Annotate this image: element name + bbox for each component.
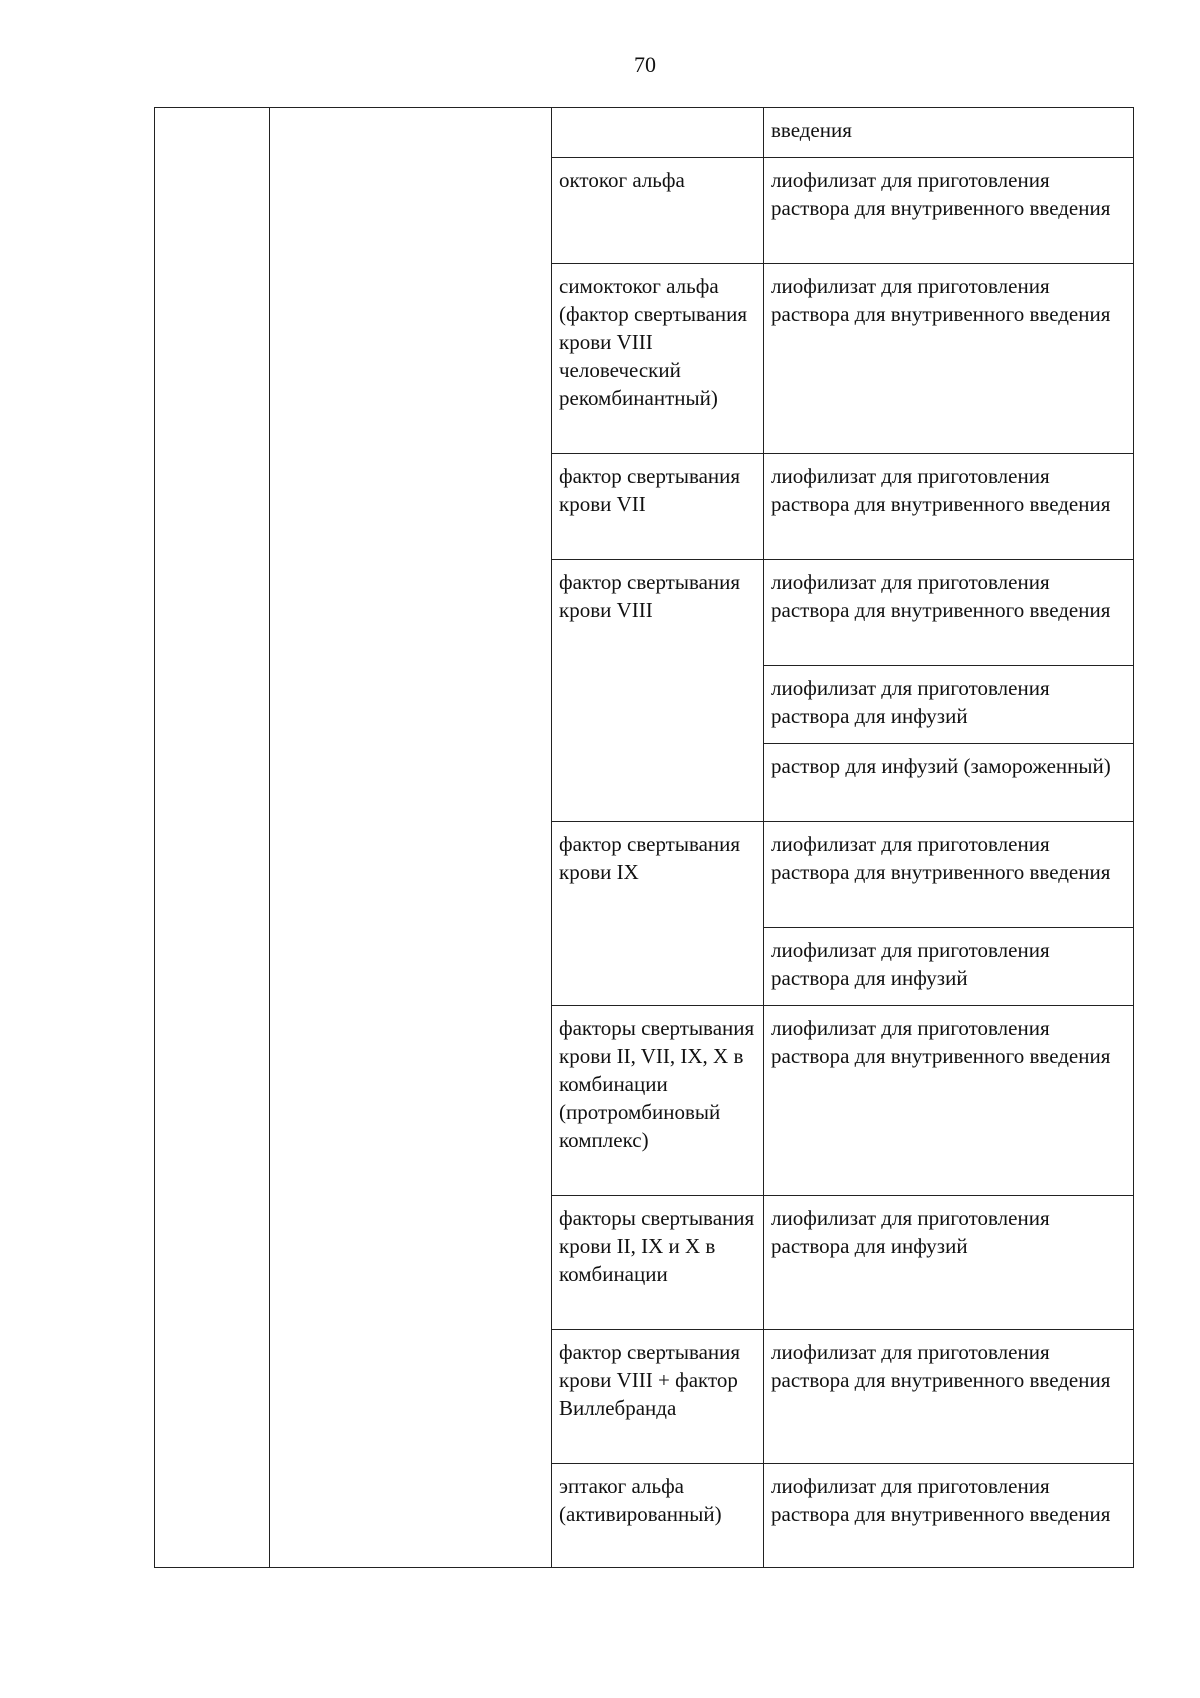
group-name-cell [270, 108, 552, 1568]
dosage-form-cell: введения [764, 108, 1134, 158]
drug-name-cell: эптаког альфа (активированный) [552, 1464, 764, 1568]
drug-name-cell: фактор свертывания крови IX [552, 822, 764, 1006]
drug-name-cell: факторы свертывания крови II, VII, IX, X в комбинации (протромбиновый комплекс) [552, 1006, 764, 1196]
drug-name-cell: симоктоког альфа (фактор свертывания крови VIII человеческий рекомбинантный) [552, 264, 764, 454]
drug-table [154, 107, 1134, 1568]
drug-name-cell: октоког альфа [552, 158, 764, 264]
dosage-form-cell: лиофилизат для приготовления раствора для внутривенного введения [764, 822, 1134, 928]
dosage-form-cell: лиофилизат для приготовления раствора для внутривенного введения [764, 1464, 1134, 1568]
dosage-form-cell: лиофилизат для приготовления раствора для инфузий [764, 666, 1134, 744]
atc-code-cell [155, 108, 270, 1568]
table-row [155, 108, 1134, 158]
drug-name-cell: фактор свертывания крови VIII + фактор Виллебранда [552, 1330, 764, 1464]
drug-name-cell: факторы свертывания крови II, IX и X в комбинации [552, 1196, 764, 1330]
dosage-form-cell: лиофилизат для приготовления раствора для инфузий [764, 928, 1134, 1006]
drug-name-cell: фактор свертывания крови VIII [552, 560, 764, 822]
dosage-form-cell: лиофилизат для приготовления раствора для внутривенного введения [764, 560, 1134, 666]
dosage-form-cell: лиофилизат для приготовления раствора для внутривенного введения [764, 158, 1134, 264]
dosage-form-cell: лиофилизат для приготовления раствора для внутривенного введения [764, 1330, 1134, 1464]
dosage-form-cell: лиофилизат для приготовления раствора для внутривенного введения [764, 454, 1134, 560]
drug-name-cell: фактор свертывания крови VII [552, 454, 764, 560]
page-number: 70 [634, 52, 656, 77]
dosage-form-cell: лиофилизат для приготовления раствора для внутривенного введения [764, 1006, 1134, 1196]
dosage-form-cell: лиофилизат для приготовления раствора для инфузий [764, 1196, 1134, 1330]
drug-name-cell [552, 108, 764, 158]
dosage-form-cell: раствор для инфузий (замороженный) [764, 744, 1134, 822]
dosage-form-cell: лиофилизат для приготовления раствора для внутривенного введения [764, 264, 1134, 454]
